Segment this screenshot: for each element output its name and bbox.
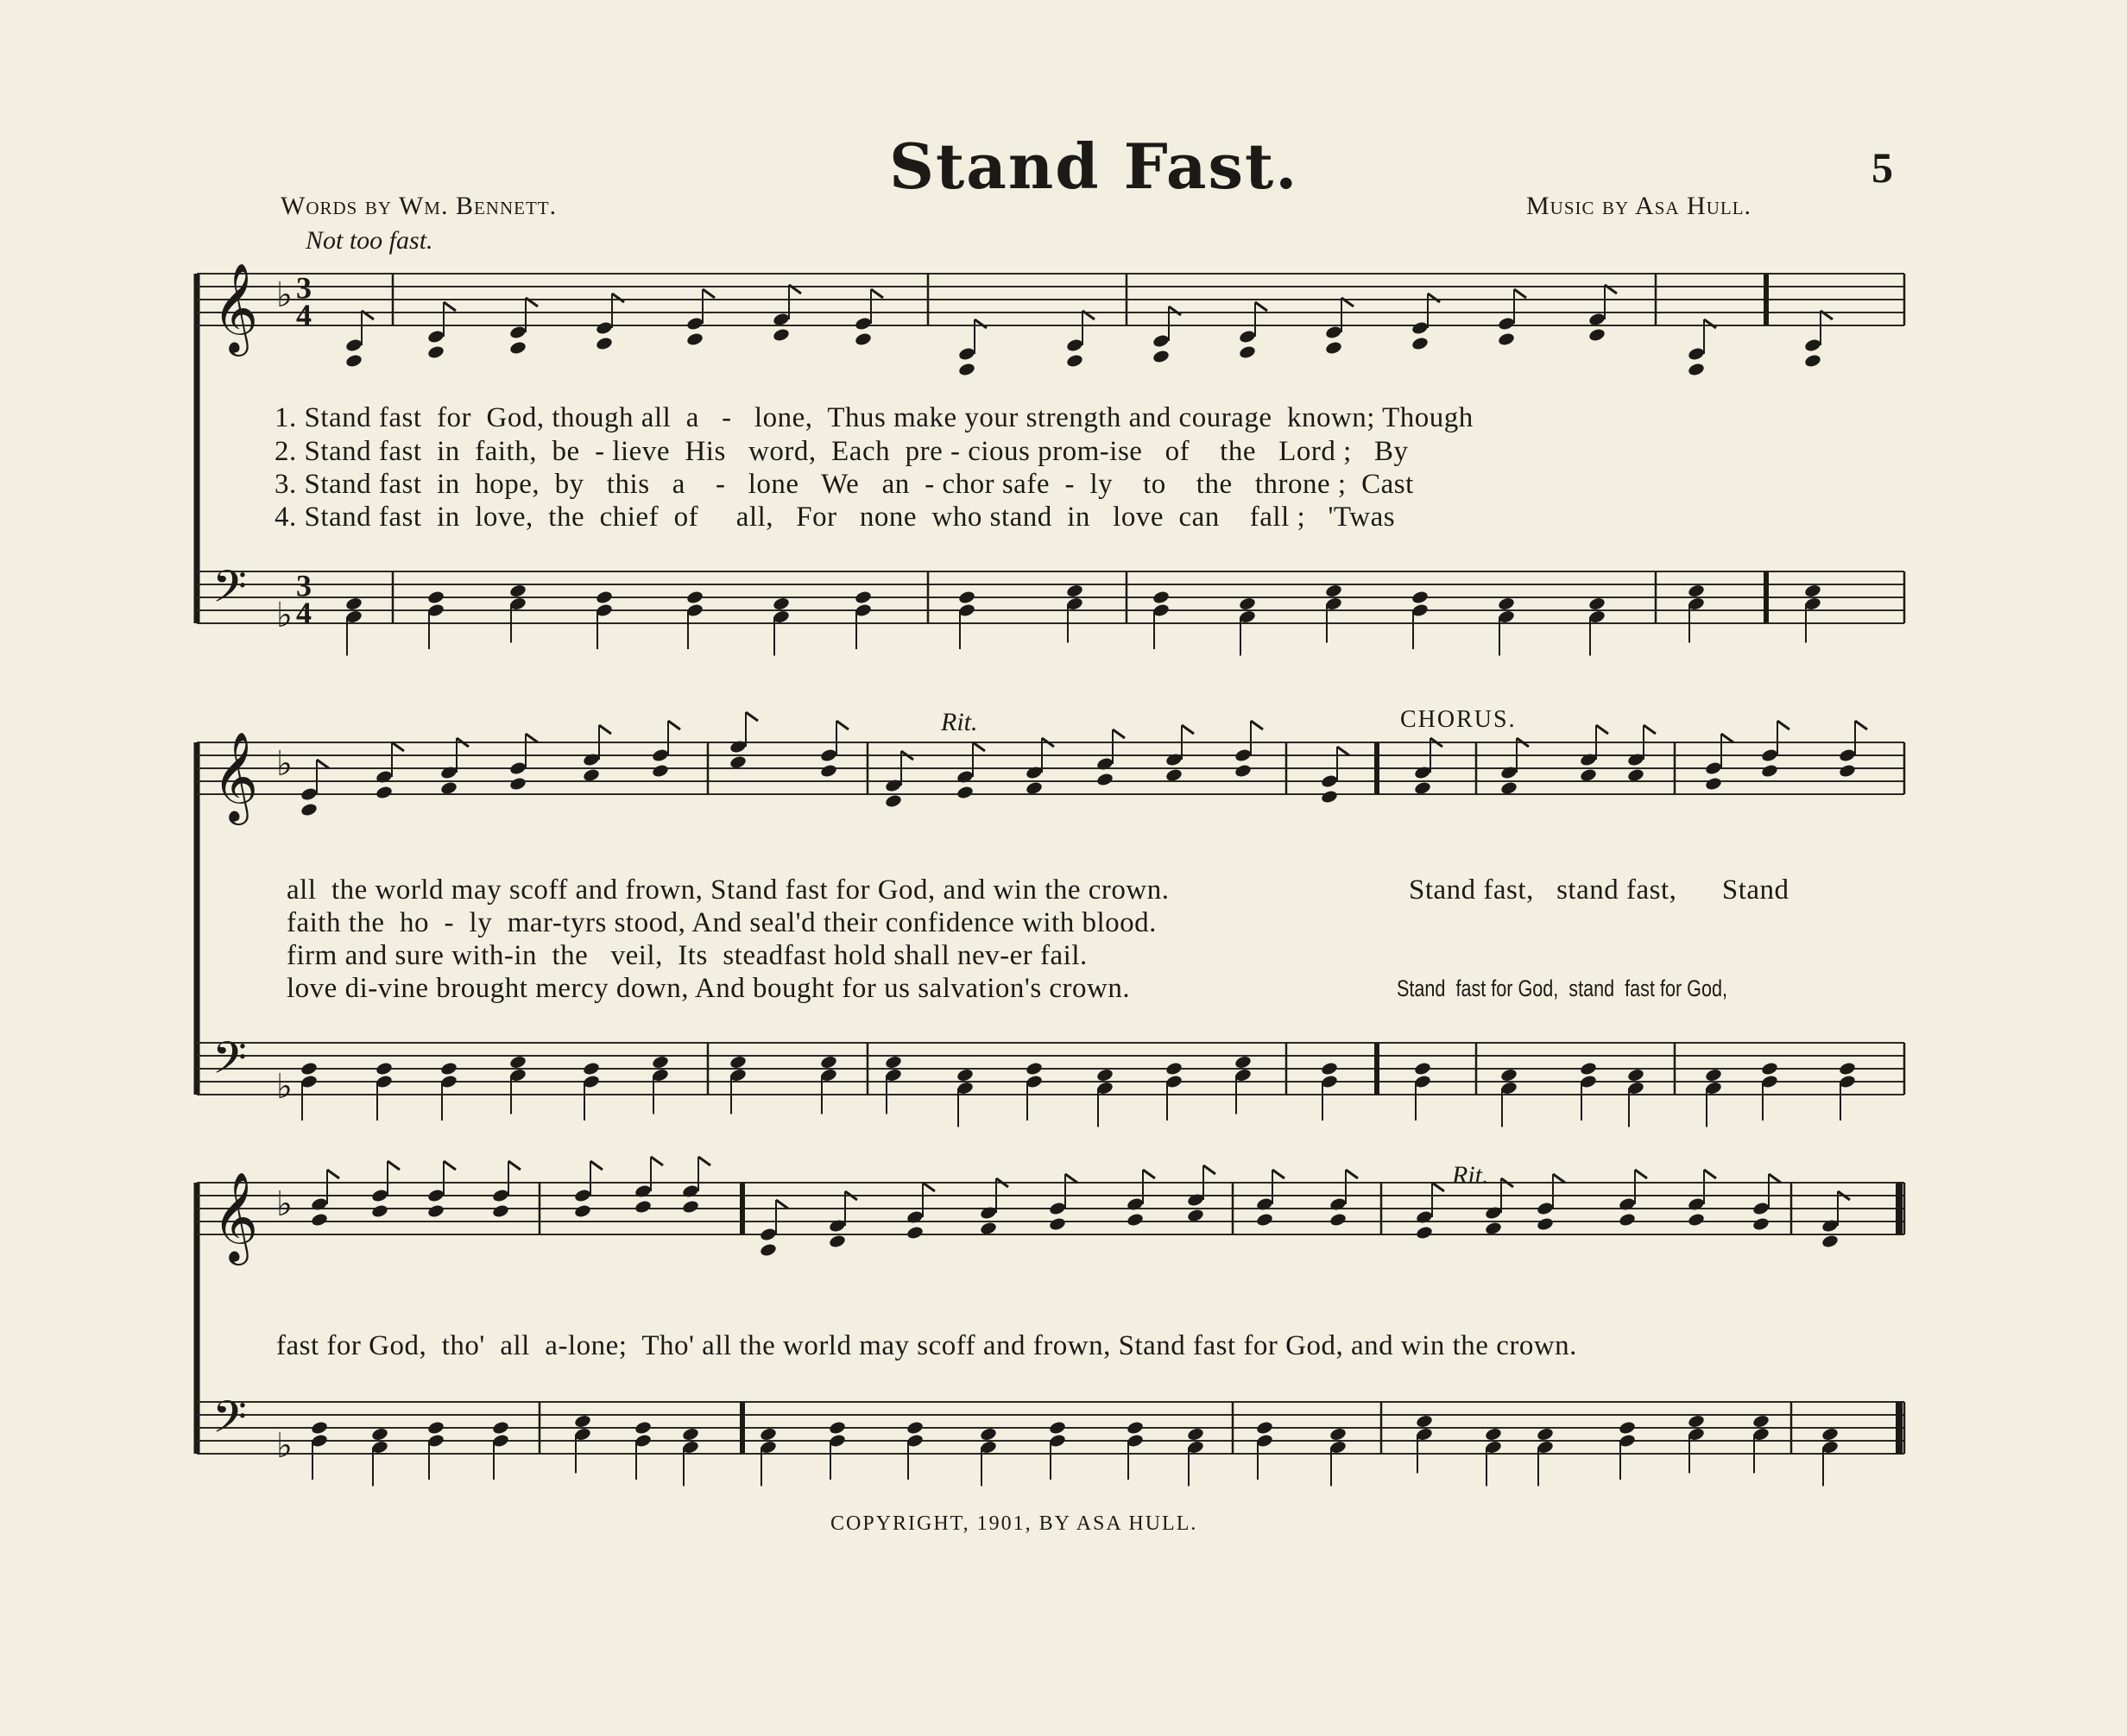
note-head (1152, 349, 1170, 363)
note-head (370, 1427, 388, 1442)
chorus-bass-lyric: Stand fast for God, stand fast for God, (1397, 975, 1727, 1001)
note-head (651, 763, 669, 778)
note-head (375, 769, 393, 784)
note-head (1126, 1212, 1144, 1227)
note-flag (1346, 1170, 1358, 1178)
note-head (1324, 584, 1342, 598)
note-head (1411, 320, 1429, 335)
note-head (1186, 1427, 1204, 1442)
verse-line: 1. Stand fast for God, though all a - lone, Thus make your strength and courage known; Though (275, 402, 1474, 433)
note-head (1821, 1234, 1839, 1248)
note-head (1025, 765, 1043, 780)
note-head (819, 748, 837, 762)
note-head (1484, 1427, 1502, 1442)
note-head (1497, 597, 1515, 611)
note-head (1499, 765, 1518, 780)
note-head (651, 748, 669, 762)
note-flag (1432, 1183, 1444, 1191)
note-flag (1777, 721, 1789, 729)
note-flag (1855, 721, 1867, 729)
note-head (300, 1061, 318, 1076)
verse-line: 3. Stand fast in hope, by this a - lone We an - chor safe - ly to the throne ; Cast (275, 469, 1414, 500)
note-flag (444, 302, 456, 311)
note-head (1838, 763, 1856, 778)
note-head (573, 1414, 591, 1429)
note-head (582, 1061, 600, 1076)
time-signature-denominator: 4 (296, 596, 312, 630)
note-head (508, 761, 527, 775)
note-head (1536, 1216, 1554, 1231)
verse-continuation: love di-vine brought mercy down, And bought for us salvation's crown. (287, 973, 1131, 1004)
rit-marking: Rit. (941, 708, 978, 736)
note-head (1587, 327, 1606, 342)
note-head (1048, 1201, 1066, 1215)
note-head (1025, 1061, 1043, 1076)
note-head (828, 1218, 846, 1233)
note-head (681, 1184, 699, 1198)
note-head (344, 338, 363, 352)
flat-icon: ♭ (276, 1067, 293, 1107)
note-head (491, 1188, 509, 1203)
note-flag (871, 289, 883, 298)
note-flag (1553, 1174, 1565, 1183)
note-head (1821, 1427, 1839, 1442)
note-flag (1635, 1170, 1647, 1178)
flat-icon: ♭ (276, 275, 293, 315)
note-head (491, 1420, 509, 1435)
note-head (1579, 752, 1597, 767)
note-head (956, 785, 974, 799)
note-head (595, 590, 613, 604)
chorus-label: CHORUS. (1400, 706, 1517, 733)
note-head (1186, 1192, 1204, 1207)
note-head (1411, 336, 1429, 350)
note-head (1536, 1427, 1554, 1442)
note-flag (1251, 721, 1263, 729)
words-credit: Words by Wm. Bennett. (281, 192, 558, 220)
note-head (1324, 325, 1342, 339)
note-head (310, 1196, 328, 1211)
note-head (1255, 1420, 1273, 1435)
note-head (1329, 1427, 1347, 1442)
note-head (300, 786, 318, 801)
note-head (1065, 338, 1083, 352)
note-flag (612, 294, 624, 302)
note-head (508, 584, 527, 598)
note-head (906, 1225, 924, 1240)
note-head (582, 752, 600, 767)
note-head (1579, 1061, 1597, 1076)
note-head (1687, 1212, 1705, 1227)
note-head (681, 1199, 699, 1214)
note-flag (526, 734, 538, 742)
note-head (1618, 1212, 1636, 1227)
time-signature-numerator: 3 (296, 568, 312, 603)
note-head (1329, 1196, 1347, 1211)
note-flag (444, 1161, 456, 1170)
note-head (772, 327, 790, 342)
note-flag (1143, 1170, 1155, 1178)
note-head (1164, 1061, 1183, 1076)
note-head (1234, 763, 1252, 778)
note-head (884, 1055, 902, 1070)
note-head (1413, 765, 1431, 780)
note-flag (1182, 725, 1194, 734)
flat-icon: ♭ (276, 1184, 293, 1224)
verse-continuation: all the world may scoff and frown, Stand fast for God, and win the crown. (287, 874, 1170, 906)
note-head (439, 765, 458, 780)
note-head (1095, 772, 1114, 786)
note-head (1126, 1420, 1144, 1435)
note-head (854, 316, 872, 331)
note-head (1152, 590, 1170, 604)
note-head (1411, 590, 1429, 604)
time-signature-numerator: 3 (296, 270, 312, 306)
note-head (300, 802, 318, 817)
copyright-notice: COPYRIGHT, 1901, BY ASA HULL. (830, 1512, 1198, 1535)
note-head (426, 1203, 445, 1218)
note-flag (651, 1157, 663, 1165)
note-head (508, 325, 527, 339)
time-signature-denominator: 4 (296, 298, 312, 332)
note-head (1234, 748, 1252, 762)
note-head (1329, 1212, 1347, 1227)
note-flag (508, 1161, 521, 1170)
note-head (1234, 1055, 1252, 1070)
note-head (1320, 789, 1338, 804)
note-head (906, 1209, 924, 1224)
note-flag (590, 1161, 603, 1170)
note-head (1626, 1068, 1644, 1083)
note-head (1687, 1196, 1705, 1211)
note-head (1618, 1196, 1636, 1211)
note-head (426, 1420, 445, 1435)
note-head (1152, 333, 1170, 348)
note-head (1838, 1061, 1856, 1076)
note-head (1838, 748, 1856, 762)
note-flag (698, 1157, 710, 1165)
note-head (375, 785, 393, 799)
note-head (1704, 761, 1722, 775)
note-head (1704, 1068, 1722, 1083)
note-flag (1203, 1165, 1215, 1174)
note-head (1687, 346, 1705, 361)
note-flag (1596, 725, 1608, 734)
note-head (1821, 1218, 1839, 1233)
note-head (1415, 1209, 1433, 1224)
note-head (1255, 1212, 1273, 1227)
note-flag (1337, 747, 1349, 755)
note-head (573, 1203, 591, 1218)
note-flag (975, 319, 987, 328)
note-head (957, 346, 975, 361)
note-head (508, 776, 527, 791)
note-head (957, 362, 975, 376)
treble-clef-icon: 𝄞 (212, 262, 259, 353)
note-head (426, 590, 445, 604)
note-head (1760, 1061, 1778, 1076)
note-head (573, 1188, 591, 1203)
note-head (1497, 316, 1515, 331)
note-head (956, 1068, 974, 1083)
verse-continuation: firm and sure with-in the veil, Its steadfast hold shall nev-er fail. (287, 940, 1088, 971)
treble-clef-icon: 𝄞 (212, 731, 259, 822)
note-head (854, 590, 872, 604)
note-head (681, 1427, 699, 1442)
note-flag (1704, 319, 1716, 328)
note-head (1587, 597, 1606, 611)
note-head (426, 1188, 445, 1203)
note-head (310, 1212, 328, 1227)
note-head (957, 590, 975, 604)
note-flag (327, 1170, 339, 1178)
note-flag (923, 1183, 935, 1191)
note-head (759, 1242, 777, 1257)
note-flag (668, 721, 680, 729)
note-flag (776, 1200, 788, 1209)
chorus-lyric: Stand fast, stand fast, Stand (1409, 874, 1789, 906)
note-head (370, 1188, 388, 1203)
note-head (1324, 340, 1342, 355)
rit-marking: Rit. (1452, 1161, 1489, 1190)
note-head (439, 1061, 458, 1076)
note-head (819, 763, 837, 778)
note-flag (1113, 729, 1125, 738)
note-head (759, 1227, 777, 1241)
note-head (979, 1427, 997, 1442)
note-head (1687, 1414, 1705, 1429)
note-flag (1428, 294, 1440, 302)
note-head (1499, 1068, 1518, 1083)
note-head (906, 1420, 924, 1435)
bass-clef-icon: 𝄢 (212, 560, 247, 623)
note-head (491, 1203, 509, 1218)
note-head (828, 1234, 846, 1248)
note-head (1065, 353, 1083, 368)
note-head (1095, 1068, 1114, 1083)
note-head (1687, 584, 1705, 598)
note-flag (1721, 734, 1733, 742)
bass-clef-icon: 𝄢 (212, 1032, 247, 1095)
note-head (1626, 752, 1644, 767)
note-flag (317, 760, 329, 768)
treble-clef-icon: 𝄞 (212, 1171, 259, 1262)
note-head (1751, 1201, 1770, 1215)
note-head (884, 778, 902, 792)
note-flag (599, 725, 611, 734)
note-flag (1514, 289, 1526, 298)
note-head (426, 344, 445, 359)
note-head (1704, 776, 1722, 791)
note-head (1415, 1414, 1433, 1429)
note-head (772, 597, 790, 611)
page-number: 5 (1871, 143, 1893, 192)
note-head (651, 1055, 669, 1070)
note-head (1484, 1205, 1502, 1220)
note-head (1413, 1061, 1431, 1076)
note-head (759, 1427, 777, 1442)
note-head (595, 336, 613, 350)
note-head (426, 329, 445, 344)
note-flag (388, 1161, 400, 1170)
note-head (685, 590, 704, 604)
verse-continuation: faith the ho - ly mar-tyrs stood, And seal'd their confidence with blood. (287, 907, 1157, 938)
note-head (508, 340, 527, 355)
note-flag (1704, 1170, 1716, 1178)
note-head (375, 1061, 393, 1076)
note-head (884, 793, 902, 808)
note-head (634, 1199, 652, 1214)
note-head (828, 1420, 846, 1435)
flat-icon: ♭ (276, 744, 293, 784)
note-head (956, 769, 974, 784)
note-head (685, 331, 704, 346)
note-head (1238, 344, 1256, 359)
flat-icon: ♭ (276, 596, 293, 635)
note-head (819, 1055, 837, 1070)
note-flag (1255, 302, 1267, 311)
note-flag (973, 742, 985, 751)
note-head (729, 739, 747, 754)
note-flag (392, 742, 404, 751)
flat-icon: ♭ (276, 1426, 293, 1466)
note-flag (1169, 306, 1181, 315)
note-head (1095, 756, 1114, 771)
verse-line: 4. Stand fast in love, the chief of all, For none who stand in love can fall ; 'Twas (275, 502, 1396, 533)
note-head (979, 1205, 997, 1220)
note-flag (1644, 725, 1656, 734)
note-head (1164, 752, 1183, 767)
music-credit: Music by Asa Hull. (1526, 192, 1752, 220)
note-flag (1272, 1170, 1284, 1178)
note-head (685, 316, 704, 331)
note-head (1687, 362, 1705, 376)
note-head (854, 331, 872, 346)
note-head (1255, 1196, 1273, 1211)
note-flag (703, 289, 715, 298)
note-head (1048, 1420, 1066, 1435)
page-title: Stand Fast. (889, 129, 1299, 203)
note-head (1320, 773, 1338, 788)
note-head (1497, 331, 1515, 346)
note-head (1760, 763, 1778, 778)
bass-clef-icon: 𝄢 (212, 1391, 247, 1454)
note-head (595, 320, 613, 335)
note-head (1065, 584, 1083, 598)
note-flag (1065, 1174, 1077, 1183)
note-head (344, 597, 363, 611)
note-head (634, 1184, 652, 1198)
note-head (1536, 1201, 1554, 1215)
note-head (344, 353, 363, 368)
note-head (634, 1420, 652, 1435)
note-head (1415, 1225, 1433, 1240)
note-head (1751, 1216, 1770, 1231)
note-head (1803, 584, 1821, 598)
chorus-lyric: fast for God, tho' all a-lone; Tho' all the world may scoff and frown, Stand fast for God, and win the crown. (276, 1330, 1577, 1361)
note-head (1238, 597, 1256, 611)
note-head (1760, 748, 1778, 762)
tempo-marking: Not too fast. (306, 226, 433, 255)
note-head (508, 1055, 527, 1070)
note-flag (1769, 1174, 1781, 1183)
note-head (1126, 1196, 1144, 1211)
note-flag (746, 712, 758, 721)
note-head (370, 1203, 388, 1218)
note-head (310, 1420, 328, 1435)
note-head (1751, 1414, 1770, 1429)
verse-line: 2. Stand fast in faith, be - lieve His word, Each pre - cious prom-ise of the Lord ; By (275, 436, 1409, 467)
note-head (1803, 338, 1821, 352)
note-head (1618, 1420, 1636, 1435)
note-head (1238, 329, 1256, 344)
note-flag (836, 721, 849, 729)
note-head (1803, 353, 1821, 368)
note-head (1320, 1061, 1338, 1076)
note-head (1048, 1216, 1066, 1231)
note-head (729, 1055, 747, 1070)
